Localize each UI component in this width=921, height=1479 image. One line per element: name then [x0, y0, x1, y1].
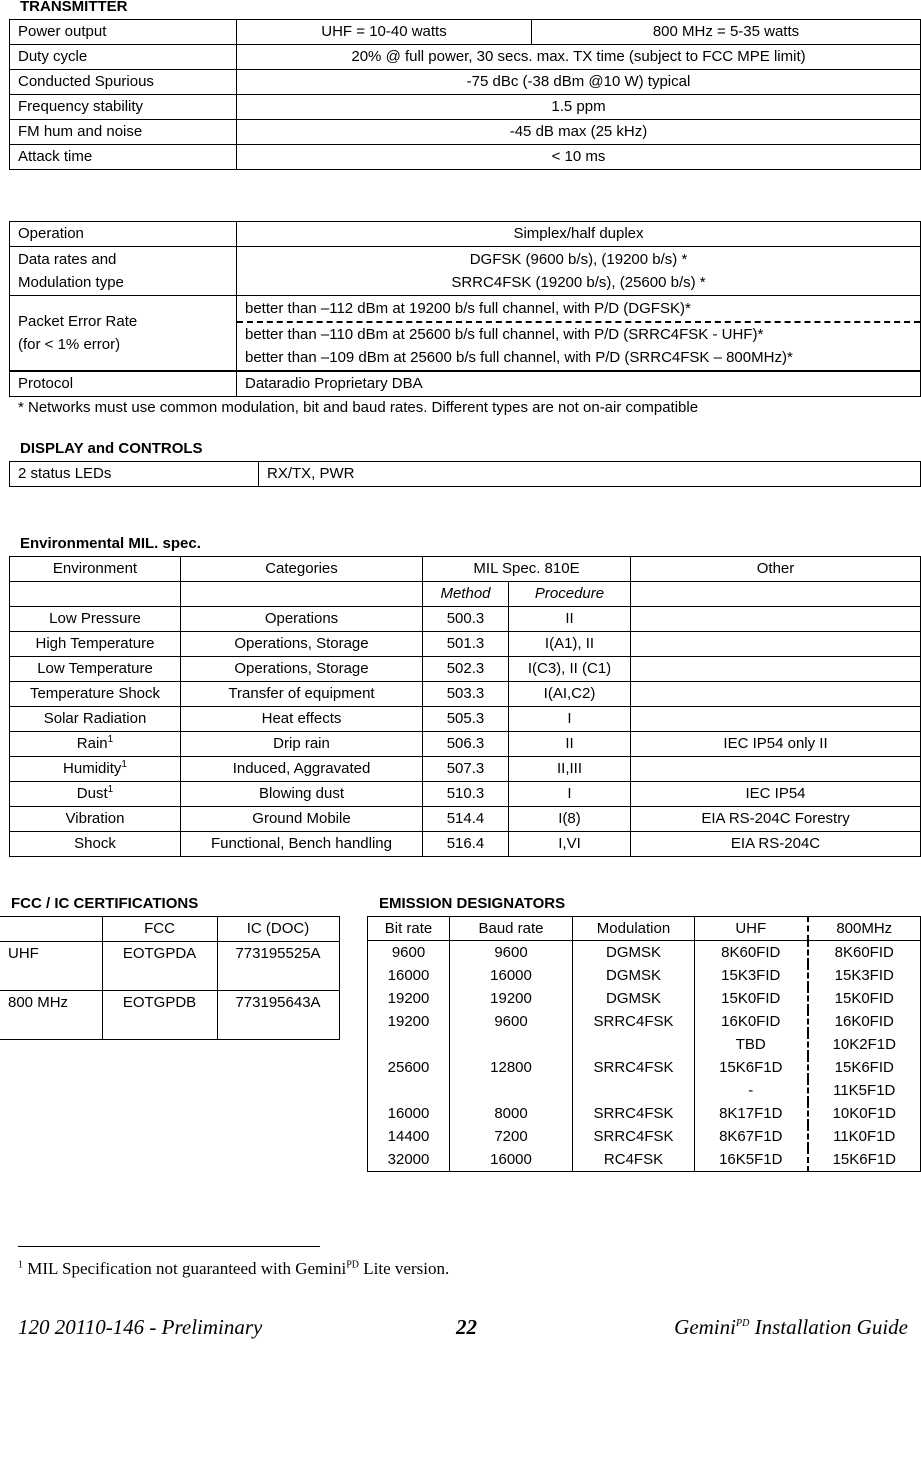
spec-label: Frequency stability: [10, 95, 237, 120]
table-row: [10, 707, 921, 732]
per-value: [237, 296, 921, 372]
emission-800mhz: 8K60FID: [808, 941, 921, 965]
table-row: [10, 247, 921, 296]
table-row: [368, 1079, 921, 1102]
network-note: * Networks must use common modulation, bit and baud rates. Different types are not on-air compatible: [18, 399, 699, 416]
env-name: [10, 707, 181, 732]
env-method: 507.3: [423, 757, 509, 782]
env-procedure: I(AI,C2): [509, 682, 631, 707]
emission-baud-rate: 16000: [450, 1148, 573, 1172]
emission-baud-rate: 7200: [450, 1125, 573, 1148]
table-row: [368, 1148, 921, 1172]
emission-800mhz: 15K6F1D: [808, 1148, 921, 1172]
env-method: 506.3: [423, 732, 509, 757]
table-row: [0, 991, 339, 1040]
table-row: [368, 1010, 921, 1033]
cert-band: UHF: [0, 942, 102, 991]
spec-value: -45 dB max (25 kHz): [237, 120, 921, 145]
data-rates-label: [10, 247, 237, 296]
empty-cell: [181, 582, 423, 607]
env-name: [10, 732, 181, 757]
header-procedure: Procedure: [509, 582, 631, 607]
env-category: Functional, Bench handling: [181, 832, 423, 857]
header-categories: Categories: [181, 557, 423, 582]
table-row: [10, 732, 921, 757]
emission-uhf: 15K6F1D: [719, 1058, 783, 1076]
footnote-text: Lite version.: [363, 1259, 450, 1278]
env-method: 510.3: [423, 782, 509, 807]
per-value-line: better than –112 dBm at 19200 b/s full channel, with P/D (DGFSK)*: [237, 296, 920, 323]
env-other: [631, 607, 921, 632]
emission-800mhz: 11K0F1D: [808, 1125, 921, 1148]
env-procedure: II,III: [509, 757, 631, 782]
empty-cell: [631, 582, 921, 607]
env-method: 501.3: [423, 632, 509, 657]
table-row: [10, 145, 921, 170]
emission-bit-rate: 9600: [368, 941, 450, 965]
table-row: [368, 941, 921, 965]
emission-modulation: SRRC4FSK: [573, 1125, 695, 1148]
env-name-text: Rain: [76, 735, 108, 752]
env-category: Operations, Storage: [181, 632, 423, 657]
env-method: 514.4: [423, 807, 509, 832]
env-name-text: Dust: [76, 785, 108, 802]
spec-value: < 10 ms: [237, 145, 921, 170]
env-name: [10, 682, 181, 707]
emission-uhf: TBD: [735, 1035, 766, 1053]
footer-guide-name: Gemini: [674, 1315, 736, 1339]
footnote-ref: 1: [121, 759, 127, 770]
env-other: IEC IP54 only II: [631, 732, 921, 757]
table-row: [368, 964, 921, 987]
env-name-text: Vibration: [65, 810, 125, 827]
table-row: [368, 987, 921, 1010]
certifications-heading: FCC / IC CERTIFICATIONS: [11, 895, 199, 912]
transmitter-table: [9, 19, 921, 170]
footnote-sup: PD: [346, 1259, 360, 1271]
env-name-text: Humidity: [63, 760, 122, 777]
env-category: Operations, Storage: [181, 657, 423, 682]
header-other: Other: [631, 557, 921, 582]
display-heading: DISPLAY and CONTROLS: [20, 440, 203, 457]
empty-cell: [0, 917, 102, 942]
header-baud-rate: Baud rate: [450, 917, 573, 941]
table-row: [10, 20, 921, 45]
table-row: [10, 807, 921, 832]
env-name: [10, 632, 181, 657]
footer-guide-title: [674, 1315, 908, 1340]
env-category: Transfer of equipment: [181, 682, 423, 707]
env-name-text: Temperature Shock: [29, 685, 161, 702]
data-rates-label-line: Modulation type: [18, 274, 124, 291]
spec-label: FM hum and noise: [10, 120, 237, 145]
env-procedure: II: [509, 607, 631, 632]
table-row: [10, 632, 921, 657]
cert-fcc: EOTGPDB: [102, 991, 217, 1040]
spec-value: UHF = 10-40 watts: [237, 20, 532, 45]
table-row: [368, 1125, 921, 1148]
emission-baud-rate: 9600: [450, 1010, 573, 1033]
header-800mhz: 800MHz: [808, 917, 921, 941]
env-category: Operations: [181, 607, 423, 632]
emission-table: [367, 916, 921, 1172]
spec-label: Power output: [10, 20, 237, 45]
display-table: [9, 461, 921, 487]
emission-800mhz: 10K2F1D: [808, 1033, 921, 1056]
spec-label: Conducted Spurious: [10, 70, 237, 95]
emission-800mhz: 16K0FID: [808, 1010, 921, 1033]
env-category: Blowing dust: [181, 782, 423, 807]
table-row: [10, 607, 921, 632]
emission-baud-rate: [450, 1079, 573, 1102]
environmental-table: [9, 556, 921, 857]
env-procedure: I: [509, 707, 631, 732]
emission-bit-rate: 32000: [368, 1148, 450, 1172]
emission-uhf: 16K5F1D: [719, 1150, 783, 1168]
cert-band: 800 MHz: [0, 991, 102, 1040]
transmitter-heading: TRANSMITTER: [20, 0, 128, 15]
cert-fcc: EOTGPDA: [102, 942, 217, 991]
emission-baud-rate: 16000: [450, 964, 573, 987]
header-ic: IC (DOC): [217, 917, 339, 942]
emission-bit-rate: [368, 1033, 450, 1056]
env-procedure: I(C3), II (C1): [509, 657, 631, 682]
env-name: [10, 807, 181, 832]
spec-value: -75 dBc (-38 dBm @10 W) typical: [237, 70, 921, 95]
emission-bit-rate: 19200: [368, 1010, 450, 1033]
env-method: 516.4: [423, 832, 509, 857]
table-header-row: [368, 917, 921, 941]
emission-modulation: DGMSK: [573, 987, 695, 1010]
emission-modulation: DGMSK: [573, 964, 695, 987]
env-name: [10, 657, 181, 682]
env-method: 500.3: [423, 607, 509, 632]
env-procedure: II: [509, 732, 631, 757]
protocol-label: Protocol: [10, 371, 237, 397]
per-label: [10, 296, 237, 372]
emission-bit-rate: 14400: [368, 1125, 450, 1148]
footnote-ref: 1: [107, 784, 114, 795]
spec-value: 1.5 ppm: [237, 95, 921, 120]
operation-value: Simplex/half duplex: [237, 222, 921, 247]
table-row: [368, 1102, 921, 1125]
header-bit-rate: Bit rate: [368, 917, 450, 941]
emission-bit-rate: 25600: [368, 1056, 450, 1079]
env-other: EIA RS-204C Forestry: [631, 807, 921, 832]
header-modulation: Modulation: [573, 917, 695, 941]
emission-800mhz: 10K0F1D: [808, 1102, 921, 1125]
spec-value: 20% @ full power, 30 secs. max. TX time (subject to FCC MPE limit): [237, 45, 921, 70]
env-name-text: Shock: [74, 835, 116, 852]
env-category: Heat effects: [181, 707, 423, 732]
emission-baud-rate: 8000: [450, 1102, 573, 1125]
per-label-line: (for < 1% error): [18, 336, 121, 353]
empty-cell: [10, 582, 181, 607]
header-environment: Environment: [10, 557, 181, 582]
emission-modulation: SRRC4FSK: [573, 1010, 695, 1033]
env-name: [10, 782, 181, 807]
emission-modulation: SRRC4FSK: [573, 1102, 695, 1125]
emission-modulation: SRRC4FSK: [573, 1056, 695, 1079]
header-method: Method: [423, 582, 509, 607]
footnote-text: MIL Specification not guaranteed with Gemini: [27, 1259, 347, 1278]
protocol-value: Dataradio Proprietary DBA: [237, 371, 921, 397]
table-header-row: [0, 917, 339, 942]
env-other: [631, 682, 921, 707]
footer-guide-sup: PD: [735, 1318, 750, 1329]
footnote-rule: [18, 1246, 320, 1247]
emission-baud-rate: 9600: [450, 941, 573, 965]
footer-doc-id: 120 20110-146 - Preliminary: [18, 1315, 263, 1339]
table-header-row: [10, 557, 921, 582]
table-row: [10, 296, 921, 372]
data-rates-value-line: DGFSK (9600 b/s), (19200 b/s) *: [469, 251, 688, 268]
spec-label: Attack time: [10, 145, 237, 170]
env-name: [10, 607, 181, 632]
display-value: RX/TX, PWR: [259, 462, 921, 487]
header-fcc: FCC: [102, 917, 217, 942]
env-name-text: Solar Radiation: [43, 710, 147, 727]
env-procedure: I(8): [509, 807, 631, 832]
emission-uhf: 16K0FID: [721, 1012, 781, 1030]
env-other: [631, 657, 921, 682]
footnote-marker: 1: [18, 1259, 23, 1271]
env-other: [631, 632, 921, 657]
emission-uhf: -: [748, 1081, 754, 1099]
env-procedure: I,VI: [509, 832, 631, 857]
table-row: [10, 371, 921, 397]
emission-uhf: 8K67F1D: [719, 1127, 783, 1145]
emission-modulation: DGMSK: [573, 941, 695, 965]
emission-baud-rate: 19200: [450, 987, 573, 1010]
data-rates-value-line: SRRC4FSK (19200 b/s), (25600 b/s) *: [451, 274, 706, 291]
emission-modulation: RC4FSK: [573, 1148, 695, 1172]
table-row: [10, 682, 921, 707]
env-name: [10, 832, 181, 857]
table-row: [368, 1056, 921, 1079]
environmental-heading: Environmental MIL. spec.: [20, 535, 201, 552]
per-label-line: Packet Error Rate: [18, 313, 138, 330]
env-procedure: I(A1), II: [509, 632, 631, 657]
footnote: [18, 1259, 449, 1279]
emission-uhf: 8K17F1D: [719, 1104, 783, 1122]
per-value-line: better than –110 dBm at 25600 b/s full channel, with P/D (SRRC4FSK - UHF)*: [245, 326, 764, 343]
emission-uhf: 15K3FID: [721, 966, 781, 984]
table-row: [10, 657, 921, 682]
env-name: [10, 757, 181, 782]
emission-baud-rate: [450, 1033, 573, 1056]
table-row: [10, 70, 921, 95]
cert-ic: 773195643A: [217, 991, 339, 1040]
cert-ic: 773195525A: [217, 942, 339, 991]
env-method: 505.3: [423, 707, 509, 732]
table-row: [10, 45, 921, 70]
env-name-text: Low Pressure: [49, 610, 141, 627]
table-row: [10, 782, 921, 807]
table-row: [368, 1033, 921, 1056]
emission-uhf: 8K60FID: [721, 943, 781, 961]
footnote-ref: 1: [107, 734, 114, 745]
emission-baud-rate: 12800: [450, 1056, 573, 1079]
data-rates-label-line: Data rates and: [18, 251, 117, 268]
spec-label: Duty cycle: [10, 45, 237, 70]
env-name-text: High Temperature: [35, 635, 155, 652]
table-row: [10, 832, 921, 857]
env-other: [631, 707, 921, 732]
env-category: Induced, Aggravated: [181, 757, 423, 782]
table-subheader-row: [10, 582, 921, 607]
emission-heading: EMISSION DESIGNATORS: [379, 895, 566, 912]
table-row: [10, 95, 921, 120]
env-method: 503.3: [423, 682, 509, 707]
modem-table: [9, 221, 921, 397]
env-other: EIA RS-204C: [631, 832, 921, 857]
env-other: [631, 757, 921, 782]
per-value-line: better than –109 dBm at 25600 b/s full channel, with P/D (SRRC4FSK – 800MHz)*: [245, 349, 793, 366]
table-row: [10, 222, 921, 247]
emission-modulation: [573, 1079, 695, 1102]
env-name-text: Low Temperature: [37, 660, 153, 677]
emission-uhf: 15K0FID: [721, 989, 781, 1007]
emission-800mhz: 15K0FID: [808, 987, 921, 1010]
env-category: Drip rain: [181, 732, 423, 757]
spec-value: 800 MHz = 5-35 watts: [532, 20, 921, 45]
page-number: 22: [456, 1315, 477, 1339]
emission-bit-rate: 16000: [368, 964, 450, 987]
emission-800mhz: 11K5F1D: [808, 1079, 921, 1102]
operation-label: Operation: [10, 222, 237, 247]
footer-guide-suffix: Installation Guide: [754, 1315, 908, 1339]
env-other: IEC IP54: [631, 782, 921, 807]
data-rates-value: [237, 247, 921, 296]
display-label: 2 status LEDs: [10, 462, 259, 487]
emission-bit-rate: 16000: [368, 1102, 450, 1125]
certifications-table: [0, 916, 340, 1040]
env-procedure: I: [509, 782, 631, 807]
header-mil-spec: MIL Spec. 810E: [423, 557, 631, 582]
table-row: [0, 942, 339, 991]
table-row: [10, 757, 921, 782]
emission-800mhz: 15K6FID: [808, 1056, 921, 1079]
emission-bit-rate: [368, 1079, 450, 1102]
env-category: Ground Mobile: [181, 807, 423, 832]
emission-modulation: [573, 1033, 695, 1056]
table-row: [10, 462, 921, 487]
table-row: [10, 120, 921, 145]
emission-800mhz: 15K3FID: [808, 964, 921, 987]
env-method: 502.3: [423, 657, 509, 682]
header-uhf: UHF: [695, 917, 808, 941]
emission-bit-rate: 19200: [368, 987, 450, 1010]
